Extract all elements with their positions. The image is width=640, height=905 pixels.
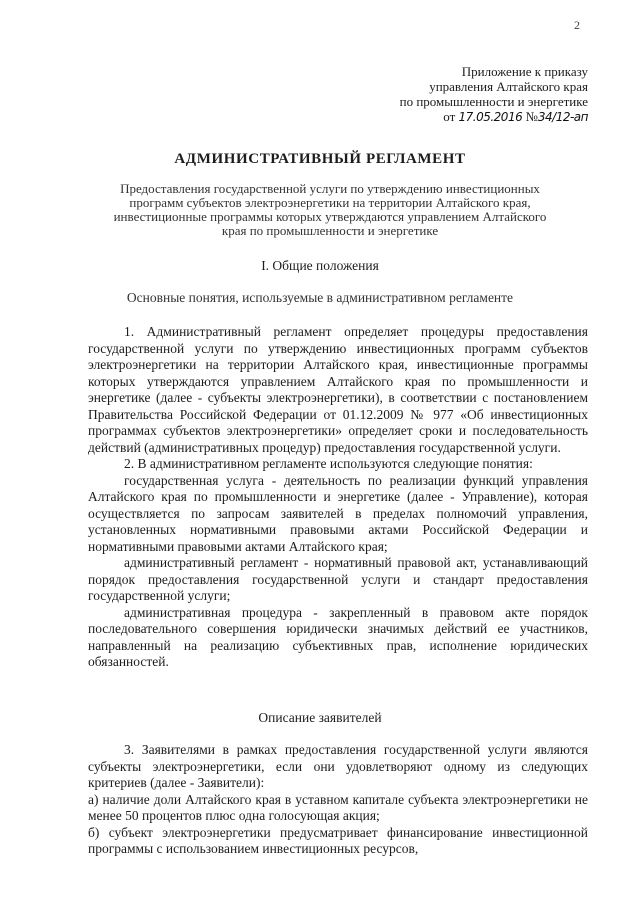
header-line: по промышленности и энергетике xyxy=(399,94,588,109)
paragraphs-applicants xyxy=(88,742,588,858)
paragraph: 2. В административном регламенте используются следующие понятия: xyxy=(124,456,533,471)
paragraph: административная процедура - закрепленный в правовом акте порядок последовательного совершения юридически значимых действий ее участников, направленный на реализацию субъективных прав, исполнение юридических обязанностей. xyxy=(88,604,588,669)
document-title: АДМИНИСТРАТИВНЫЙ РЕГЛАМЕНТ xyxy=(174,151,466,167)
paragraph: а) наличие доли Алтайского края в уставном капитале субъекта электроэнергетики не менее 50 процентов плюс одна голосующая акция; xyxy=(88,791,588,823)
subheading-terms: Основные понятия, используемые в административном регламенте xyxy=(126,290,514,305)
date-prefix: от xyxy=(443,109,456,124)
paragraph: административный регламент - нормативный правовой акт, устанавливающий порядок предоставления государственной услуги и стандарт предоставления государственной услуги; xyxy=(88,555,588,603)
paragraph: 1. Административный регламент определяет процедуры предоставления государственной услуги по утверждению инвестиционных программ субъектов электроэнергетики на территории Алтайского края, инвестиционные программы которых утверждаются управлением Алтайского края по промышленности и энергетике (далее - субъекты электроэнергетики), в соответствии с постановлением Правительства Российской Федерации от 01.12.2009 № 977 «Об инвестиционных программах субъектов электроэнергетики» определяет сроки и последовательность действий (административных процедур) предоставления государственной услуги. xyxy=(88,324,588,455)
paragraphs-terms xyxy=(88,324,588,671)
header-line: Приложение к приказу xyxy=(461,64,588,79)
section-heading: I. Общие положения xyxy=(261,258,379,273)
handwritten-number: 34/12-ап xyxy=(537,110,588,124)
appendix-header xyxy=(288,64,588,125)
handwritten-date: 17.05.2016 xyxy=(458,110,523,124)
number-sign: № xyxy=(525,109,538,124)
paragraph: б) субъект электроэнергетики предусматривает финансирование инвестиционной программы с использованием инвестиционных ресурсов, xyxy=(88,824,588,856)
page-number: 2 xyxy=(574,18,580,32)
subheading-applicants: Описание заявителей xyxy=(258,710,382,725)
header-line: управления Алтайского края xyxy=(429,79,588,94)
order-date-number xyxy=(288,109,588,125)
paragraph: государственная услуга - деятельность по реализации функций управления Алтайского края по промышленности и энергетике (далее - Управление), которая осуществляется по запросам заявителей в пределах полномочий управления, установленных нормативными правовыми актами Российской Федерации и нормативными правовыми актами Алтайского края; xyxy=(88,472,588,554)
paragraph: 3. Заявителями в рамках предоставления государственной услуги являются субъекты электроэнергетики, если они удовлетворяют одному из следующих критериев (далее - Заявители): xyxy=(88,742,588,790)
document-subtitle: Предоставления государственной услуги по утверждению инвестиционных программ субъектов электроэнергетики на территории Алтайского края, инвестиционные программы которых утверждаются управлением Алтайского края по промышленности и энергетике xyxy=(113,181,547,238)
